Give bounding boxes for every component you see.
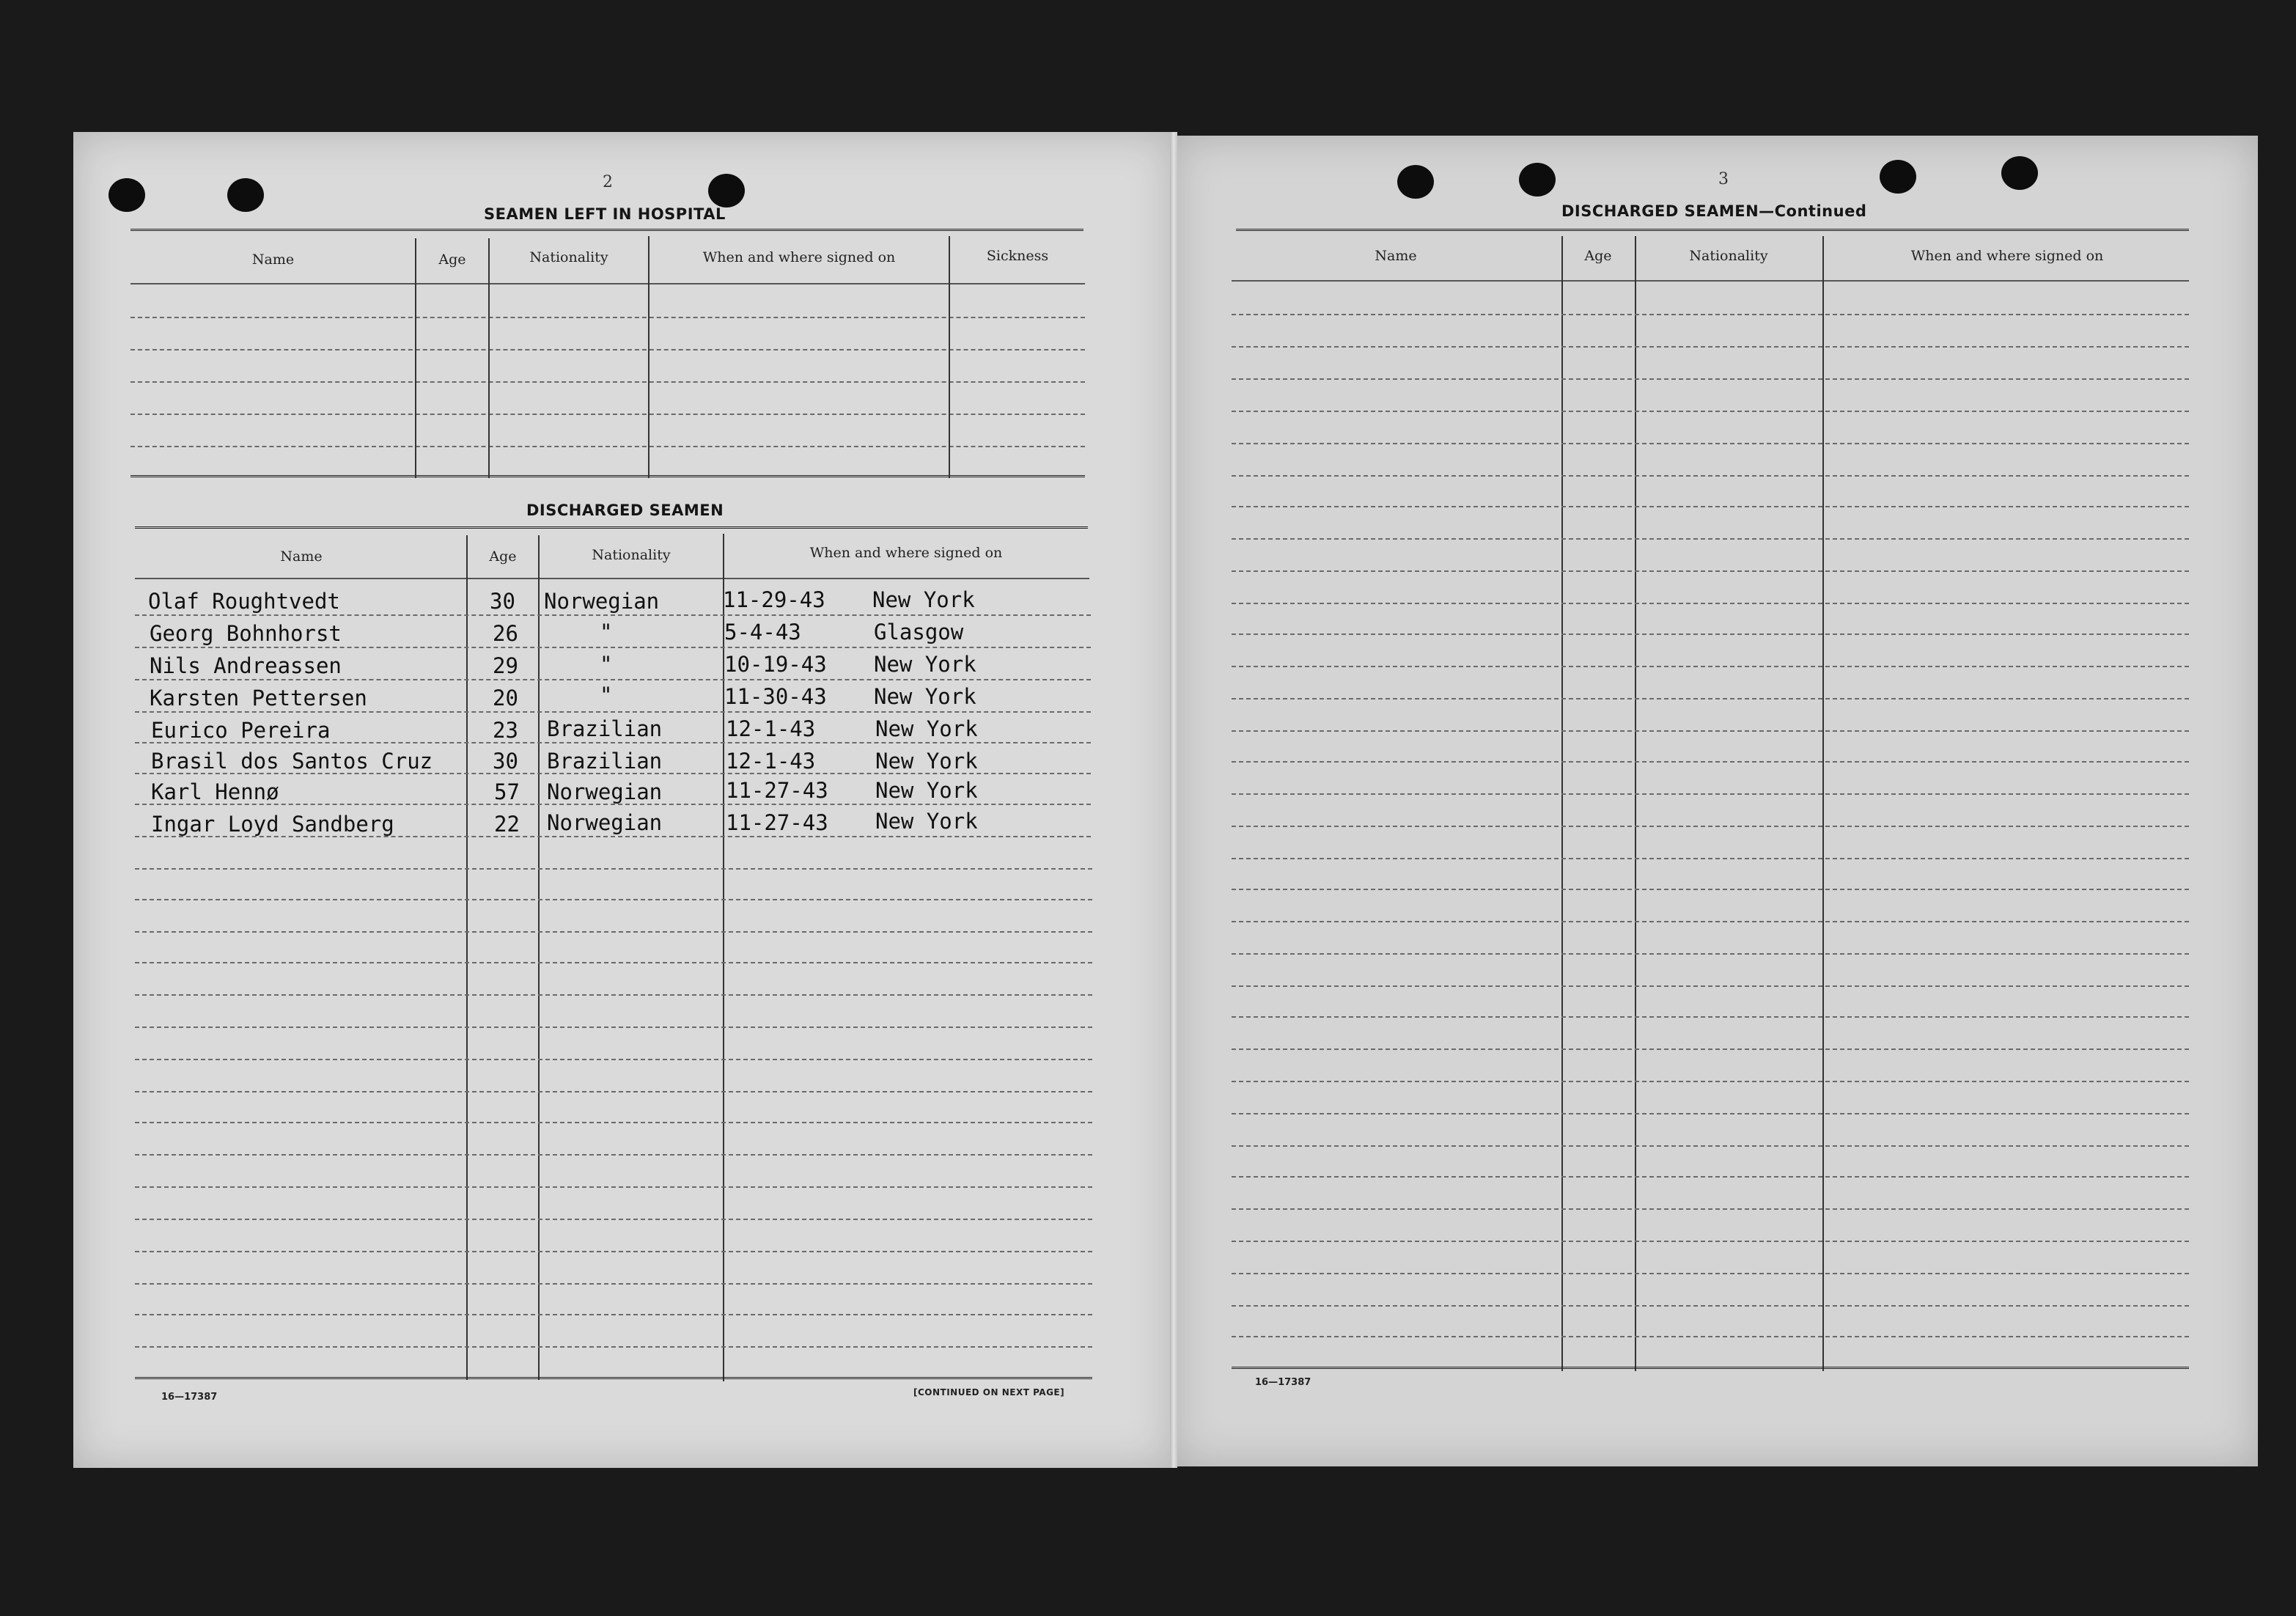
right-row-line: [1232, 378, 2189, 380]
right-row-line: [1232, 443, 2189, 444]
seaman-age: 20: [493, 686, 518, 710]
hospital-bottom-rule: [130, 475, 1085, 480]
right-row-line: [1232, 475, 2189, 477]
right-row-line: [1232, 1241, 2189, 1242]
seaman-nationality: Norwegian: [547, 810, 663, 835]
hospital-col-divider: [415, 238, 416, 478]
right-header-rule: [1232, 280, 2189, 282]
seaman-age: 22: [494, 812, 520, 837]
signed-on-place: New York: [874, 684, 976, 709]
seaman-age: 30: [490, 589, 515, 614]
discharged-row-line: [135, 994, 1092, 996]
discharged-row-line: [135, 962, 1092, 963]
seaman-name: Ingar Loyd Sandberg: [151, 812, 394, 837]
right-row-line: [1232, 889, 2189, 890]
seaman-name: Nils Andreassen: [150, 653, 342, 678]
col-header-signed-on: When and where signed on: [809, 545, 1003, 561]
signed-on-place: New York: [875, 716, 978, 741]
discharged-row-line: [135, 679, 1091, 680]
right-row-line: [1232, 921, 2189, 922]
right-bottom-rule: [1232, 1367, 2189, 1372]
punch-hole: [227, 178, 264, 212]
hospital-row-line: [130, 446, 1085, 447]
discharged-row-line: [135, 1026, 1092, 1028]
right-col-divider: [1561, 236, 1563, 1371]
punch-hole: [1397, 165, 1434, 199]
right-row-line: [1232, 1113, 2189, 1114]
hospital-row-line: [130, 381, 1085, 383]
hospital-section-title: SEAMEN LEFT IN HOSPITAL: [484, 205, 726, 223]
seaman-age: 30: [493, 749, 518, 774]
right-row-line: [1232, 1305, 2189, 1307]
col-header-age: Age: [489, 548, 517, 565]
hospital-row-line: [130, 349, 1085, 350]
signed-on-place: New York: [875, 809, 978, 834]
signed-on-place: New York: [875, 749, 978, 774]
right-row-line: [1232, 826, 2189, 827]
seaman-name: Eurico Pereira: [151, 718, 331, 743]
discharged-row-line: [135, 1346, 1092, 1348]
hospital-top-rule: [130, 229, 1083, 234]
hospital-row-line: [130, 414, 1085, 415]
signed-on-date: 11-27-43: [726, 810, 828, 835]
signed-on-date: 11-29-43: [723, 587, 825, 612]
right-row-line: [1232, 1081, 2189, 1082]
discharged-row-line: [135, 647, 1091, 648]
discharged-section-title: DISCHARGED SEAMEN: [526, 502, 724, 519]
seaman-age: 57: [494, 779, 520, 804]
hospital-col-divider: [949, 236, 950, 478]
hospital-header-rule: [130, 283, 1085, 284]
page-number: 2: [603, 173, 613, 191]
form-number: 16—17387: [1255, 1377, 1311, 1388]
right-row-line: [1232, 666, 2189, 667]
col-header-nationality: Nationality: [1689, 248, 1768, 264]
discharged-col-divider: [538, 535, 540, 1380]
right-row-line: [1232, 858, 2189, 859]
right-row-line: [1232, 314, 2189, 315]
seaman-nationality: ": [600, 652, 613, 677]
seaman-name: Brasil dos Santos Cruz: [151, 749, 433, 774]
signed-on-date: 10-19-43: [724, 652, 827, 677]
col-header-signed-on: When and where signed on: [702, 249, 896, 265]
right-row-line: [1232, 1176, 2189, 1178]
col-header-name: Name: [280, 548, 323, 565]
hospital-col-divider: [488, 238, 490, 478]
right-row-line: [1232, 1016, 2189, 1018]
discharged-row-line: [135, 711, 1091, 713]
signed-on-date: 12-1-43: [726, 749, 816, 774]
discharged-row-line: [135, 1122, 1092, 1123]
right-row-line: [1232, 953, 2189, 955]
right-row-line: [1232, 1048, 2189, 1050]
right-row-line: [1232, 985, 2189, 987]
seaman-age: 23: [493, 718, 518, 743]
col-header-sickness: Sickness: [986, 248, 1049, 264]
discharged-row-line: [135, 1186, 1092, 1188]
right-row-line: [1232, 1273, 2189, 1274]
discharged-row-line: [135, 1059, 1092, 1060]
right-page: [1173, 136, 2258, 1466]
right-row-line: [1232, 346, 2189, 348]
discharged-row-line: [135, 868, 1092, 870]
punch-hole: [2001, 156, 2038, 190]
discharged-row-line: [135, 1251, 1092, 1252]
signed-on-place: Glasgow: [874, 620, 964, 644]
discharged-continued-title: DISCHARGED SEAMEN—Continued: [1561, 202, 1867, 220]
signed-on-place: New York: [874, 652, 976, 677]
continued-note: [CONTINUED ON NEXT PAGE]: [913, 1387, 1065, 1398]
right-row-line: [1232, 633, 2189, 635]
seaman-name: Olaf Roughtvedt: [148, 589, 340, 614]
seaman-name: Georg Bohnhorst: [150, 621, 342, 646]
seaman-nationality: ": [600, 620, 613, 644]
col-header-name: Name: [1375, 248, 1417, 264]
seaman-age: 29: [493, 653, 518, 678]
punch-hole: [708, 174, 745, 207]
col-header-nationality: Nationality: [529, 249, 608, 265]
seaman-age: 26: [493, 621, 518, 646]
discharged-row-line: [135, 931, 1092, 933]
right-row-line: [1232, 570, 2189, 572]
right-row-line: [1232, 730, 2189, 732]
signed-on-date: 5-4-43: [724, 620, 801, 644]
right-row-line: [1232, 411, 2189, 412]
right-row-line: [1232, 506, 2189, 507]
seaman-nationality: Norwegian: [547, 779, 663, 804]
hospital-col-divider: [648, 236, 650, 478]
discharged-top-rule: [135, 526, 1088, 532]
right-col-divider: [1635, 236, 1636, 1371]
form-number: 16—17387: [161, 1392, 218, 1403]
discharged-row-line: [135, 1091, 1092, 1092]
col-header-signed-on: When and where signed on: [1910, 248, 2104, 264]
signed-on-place: New York: [872, 587, 975, 612]
col-header-age: Age: [1584, 248, 1612, 264]
discharged-col-divider: [466, 535, 468, 1380]
discharged-row-line: [135, 1283, 1092, 1285]
right-row-line: [1232, 1336, 2189, 1337]
seaman-name: Karl Hennø: [151, 779, 279, 804]
right-row-line: [1232, 538, 2189, 540]
seaman-nationality: Brazilian: [547, 749, 663, 774]
punch-hole: [1880, 160, 1916, 194]
signed-on-date: 12-1-43: [726, 716, 816, 741]
right-col-divider: [1822, 236, 1824, 1371]
discharged-row-line: [135, 614, 1091, 616]
discharged-row-line: [135, 1154, 1092, 1156]
discharged-bottom-rule: [135, 1377, 1092, 1382]
discharged-row-line: [135, 1314, 1092, 1315]
seaman-name: Karsten Pettersen: [150, 686, 367, 710]
signed-on-place: New York: [875, 778, 978, 803]
right-row-line: [1232, 1145, 2189, 1147]
signed-on-date: 11-30-43: [724, 684, 827, 709]
right-row-line: [1232, 603, 2189, 604]
right-row-line: [1232, 793, 2189, 795]
hospital-row-line: [130, 317, 1085, 318]
punch-hole: [1519, 163, 1556, 197]
punch-hole: [108, 178, 145, 212]
page-number: 3: [1718, 170, 1729, 188]
right-row-line: [1232, 698, 2189, 699]
page-fold: [1170, 132, 1177, 1468]
discharged-row-line: [135, 899, 1092, 900]
col-header-nationality: Nationality: [592, 547, 671, 563]
seaman-nationality: Norwegian: [544, 589, 660, 614]
col-header-age: Age: [438, 251, 466, 268]
col-header-name: Name: [251, 251, 295, 268]
seaman-nationality: ": [600, 683, 613, 708]
right-top-rule: [1236, 229, 2189, 234]
discharged-row-line: [135, 1219, 1092, 1220]
right-row-line: [1232, 761, 2189, 763]
signed-on-date: 11-27-43: [726, 778, 828, 803]
discharged-header-rule: [135, 578, 1089, 579]
right-row-line: [1232, 1208, 2189, 1210]
seaman-nationality: Brazilian: [547, 716, 663, 741]
